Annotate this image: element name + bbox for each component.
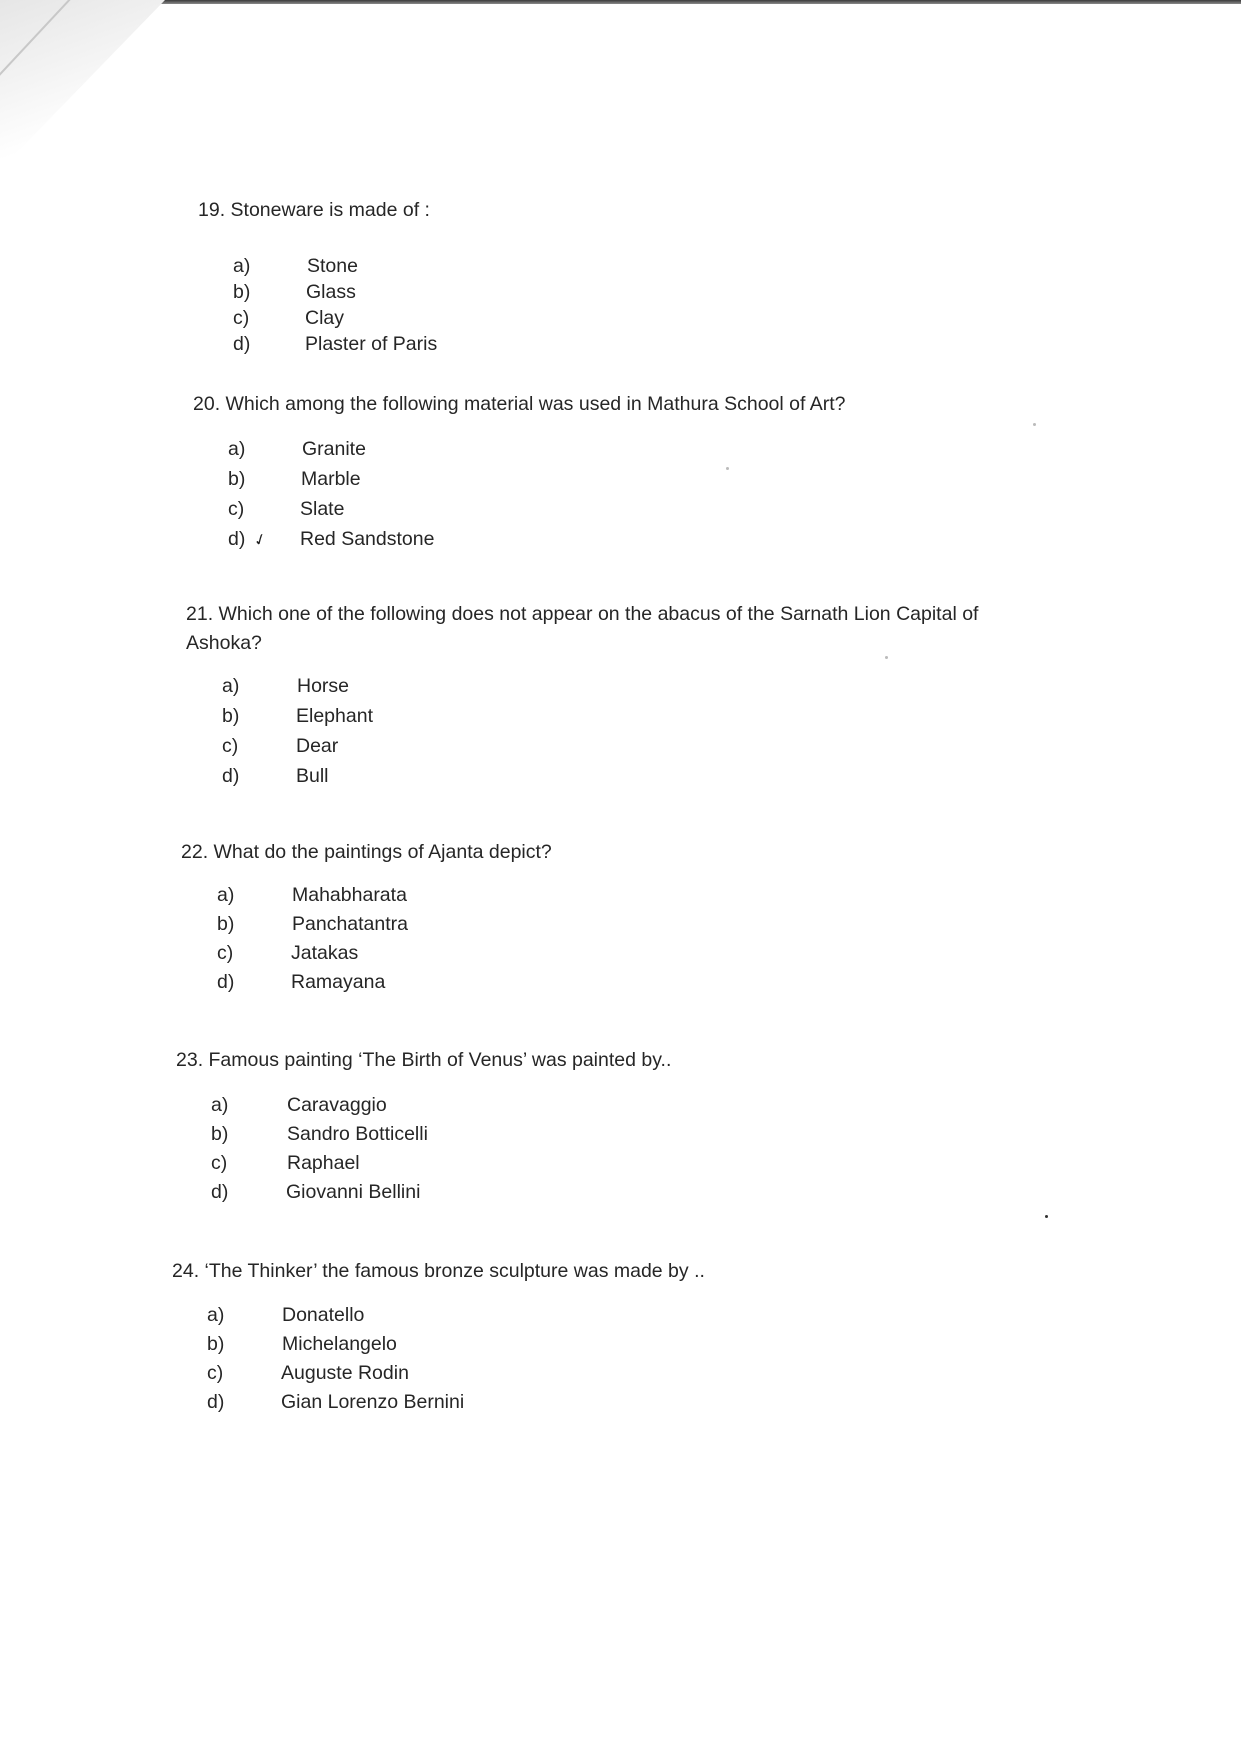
option-text: Horse bbox=[297, 675, 350, 697]
option-text: Ramayana bbox=[291, 971, 386, 993]
option-text: Clay bbox=[305, 307, 345, 329]
option-text: Giovanni Bellini bbox=[286, 1181, 421, 1203]
option-text: Dear bbox=[296, 735, 339, 757]
option-text: Granite bbox=[302, 438, 366, 460]
question-text: 24. ‘The Thinker’ the famous bronze sculpture was made by .. bbox=[172, 1260, 705, 1282]
scan-speck bbox=[726, 467, 729, 470]
option-label: b) bbox=[233, 281, 251, 303]
option-text: Elephant bbox=[296, 705, 373, 727]
question-text: 23. Famous painting ‘The Birth of Venus’ was painted by.. bbox=[176, 1049, 672, 1071]
option-label: d) bbox=[222, 765, 240, 787]
option-label: b) bbox=[228, 468, 246, 490]
option-label: b) bbox=[222, 705, 240, 727]
option-text: Stone bbox=[307, 255, 358, 277]
option-text: Glass bbox=[306, 281, 356, 303]
question-text-line-1: 21. Which one of the following does not appear on the abacus of the Sarnath Lion Capital of bbox=[186, 603, 979, 625]
option-text: Plaster of Paris bbox=[305, 333, 438, 355]
scan-speck bbox=[885, 656, 888, 659]
option-text: Panchatantra bbox=[292, 913, 409, 935]
option-text: Donatello bbox=[282, 1304, 365, 1326]
option-label: d) bbox=[207, 1391, 225, 1413]
option-label: c) bbox=[233, 307, 250, 329]
question-text-line-2: Ashoka? bbox=[186, 632, 262, 654]
option-label: d) bbox=[233, 333, 251, 355]
answer-tick-mark-icon: ✓ bbox=[251, 530, 270, 551]
option-label: d) bbox=[211, 1181, 229, 1203]
option-label: c) bbox=[207, 1362, 224, 1384]
option-text: Marble bbox=[301, 468, 361, 490]
option-text: Michelangelo bbox=[282, 1333, 397, 1355]
question-19 bbox=[198, 197, 430, 224]
question-24 bbox=[172, 1258, 705, 1285]
option-label: d) bbox=[228, 528, 246, 550]
scanned-page-top-edge bbox=[0, 0, 1241, 4]
option-label: a) bbox=[207, 1304, 225, 1326]
scan-speck bbox=[1033, 423, 1036, 426]
option-label: a) bbox=[211, 1094, 229, 1116]
option-text: Auguste Rodin bbox=[281, 1362, 409, 1384]
option-label: b) bbox=[207, 1333, 225, 1355]
question-22 bbox=[181, 839, 552, 866]
option-label: a) bbox=[217, 884, 235, 906]
option-text: Jatakas bbox=[291, 942, 359, 964]
folded-page-corner bbox=[0, 0, 165, 170]
option-label: a) bbox=[222, 675, 240, 697]
question-23 bbox=[176, 1047, 671, 1074]
option-label: c) bbox=[222, 735, 239, 757]
option-label: a) bbox=[228, 438, 246, 460]
question-20 bbox=[193, 391, 846, 418]
option-text: Bull bbox=[296, 765, 329, 787]
question-text: 19. Stoneware is made of : bbox=[198, 199, 430, 221]
option-label: b) bbox=[217, 913, 235, 935]
question-text: 20. Which among the following material was used in Mathura School of Art? bbox=[193, 393, 846, 415]
question-21 bbox=[186, 600, 978, 658]
option-label: c) bbox=[211, 1152, 228, 1174]
option-label: c) bbox=[228, 498, 245, 520]
option-label: a) bbox=[233, 255, 251, 277]
option-label: d) bbox=[217, 971, 235, 993]
scan-speck bbox=[1045, 1215, 1048, 1218]
question-text: 22. What do the paintings of Ajanta depict? bbox=[181, 841, 552, 863]
option-text: Gian Lorenzo Bernini bbox=[281, 1391, 465, 1413]
option-text: Sandro Botticelli bbox=[287, 1123, 428, 1145]
option-text: Slate bbox=[300, 498, 345, 520]
option-text: Caravaggio bbox=[287, 1094, 387, 1116]
option-label: c) bbox=[217, 942, 234, 964]
option-text: Mahabharata bbox=[292, 884, 407, 906]
option-label: b) bbox=[211, 1123, 229, 1145]
option-text: Raphael bbox=[287, 1152, 360, 1174]
option-text: Red Sandstone bbox=[300, 528, 435, 550]
